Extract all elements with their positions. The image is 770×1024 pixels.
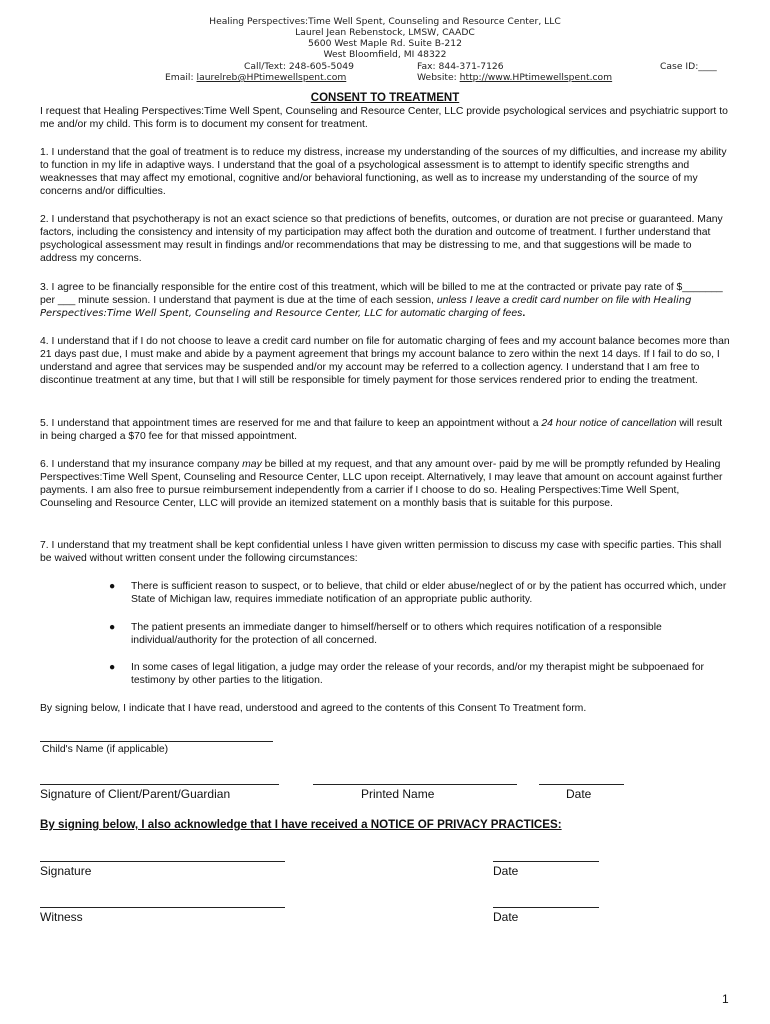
witness-date-label: Date	[493, 910, 519, 924]
date-label: Date	[566, 787, 592, 801]
bullet-marker: ●	[109, 581, 116, 592]
signing-statement: By signing below, I indicate that I have read, understood and agreed to the contents of this Consent To Treatment form.	[40, 703, 587, 714]
bullet-item-2: The patient presents an immediate danger to himself/herself or to others which requires notification of a responsible individual/authority for the protection of all concerned.	[131, 622, 662, 646]
paragraph-3-text: 3. I agree to be financially responsible for the entire cost of this treatment, which will be billed to me at the contracted or private pay rate of $_______ per ___ minute session. I understand that payment is due at the time of each session,	[40, 282, 723, 306]
email-line	[165, 72, 346, 83]
paragraph-3-practice-name: Healing Perspectives:Time Well Spent, Counseling and Resource Center, LLC	[40, 294, 692, 319]
email-link[interactable]: laurelreb@HPtimewellspent.com	[196, 72, 347, 83]
address-city: West Bloomfield, MI 48322	[323, 49, 447, 60]
paragraph-3-italic-end: for automatic charging of fees	[382, 307, 523, 319]
client-signature-label: Signature of Client/Parent/Guardian	[40, 787, 231, 801]
child-name-line[interactable]	[40, 741, 273, 742]
website-line	[417, 72, 612, 83]
witness-date-line[interactable]	[493, 907, 599, 908]
paragraph-3-italic: unless I leave a credit card number on file with	[436, 294, 654, 306]
date-line[interactable]	[539, 784, 624, 785]
fax-number: Fax: 844-371-7126	[417, 61, 504, 72]
printed-name-label: Printed Name	[361, 787, 435, 801]
address-street: 5600 West Maple Rd. Suite B-212	[308, 38, 462, 49]
clinician-name: Laurel Jean Rebenstock, LMSW, CAADC	[295, 27, 475, 38]
paragraph-4: 4. I understand that if I do not choose to leave a credit card number on file for automatic charging of fees and my account balance becomes more than 21 days past due, I must make and abide by a payment agreement that brings my account balance to zero within the next 14 days. If I fail to do so, I understand and agree that services may be suspended and/or my account may be referred to a collection agency. I understand that I am free to discontinue treatment at any time, but that I will still be responsible for timely payment for those services rendered prior to ending the treatment.	[40, 336, 730, 386]
bullet-marker: ●	[109, 622, 116, 633]
document-title: CONSENT TO TREATMENT	[310, 92, 460, 104]
paragraph-5-italic: 24 hour notice of cancellation	[541, 418, 677, 429]
practice-name: Healing Perspectives:Time Well Spent, Counseling and Resource Center, LLC	[209, 16, 561, 27]
paragraph-6-text: 6. I understand that my insurance company	[40, 459, 243, 470]
paragraph-6	[40, 459, 730, 511]
paragraph-5-text-end: will result in being charged a $70 fee for that missed appointment.	[40, 418, 723, 442]
paragraph-3	[40, 282, 730, 321]
paragraph-7: 7. I understand that my treatment shall be kept confidential unless I have given written permission to discuss my case with specific parties. This shall be waived without written consent under the following circumstances:	[40, 540, 722, 564]
child-name-label: Child's Name (if applicable)	[42, 744, 169, 755]
signature-date-line[interactable]	[493, 861, 599, 862]
phone-number: Call/Text: 248-605-5049	[244, 61, 354, 72]
signature-line[interactable]	[40, 861, 285, 862]
website-link[interactable]: http://www.HPtimewellspent.com	[459, 72, 613, 83]
printed-name-line[interactable]	[313, 784, 517, 785]
signature-label: Signature	[40, 864, 92, 878]
witness-label: Witness	[40, 910, 83, 924]
bullet-item-3: In some cases of legal litigation, a judge may order the release of your records, and/or my therapist might be subpoenaed for testimony by other parties to the litigation.	[131, 662, 704, 686]
client-signature-line[interactable]	[40, 784, 279, 785]
paragraph-1: 1. I understand that the goal of treatment is to reduce my distress, increase my understanding of the sources of my difficulties, and increase my ability to function in my life in adaptive ways. I understand that the goal of a psychological assessment is to attempt to identify specific strengths and weaknesses that may affect my emotional, cognitive and/or behavioral functioning, as well as to increase my understanding of the source of my concerns and/or difficulties.	[40, 147, 727, 197]
witness-line[interactable]	[40, 907, 285, 908]
paragraph-5	[40, 418, 730, 444]
paragraph-6-text-end: be billed at my request, and that any amount over- paid by me will be promptly refunded by Healing Perspectives:Time Well Spent, Counseling and Resource Center, LLC upon receipt. Alternatively, I may leave that amount on account against further payments. I am also free to pursue reimbursement independently from a carrier if I choose to do so. Healing Perspectives:Time Well Spent, Counseling and Resource Center, LLC will provide an itemized statement on a monthly basis that is suitable for this purpose.	[40, 459, 723, 509]
case-id-field: Case ID:____	[660, 61, 717, 72]
page-number: 1	[722, 992, 729, 1006]
paragraph-2: 2. I understand that psychotherapy is not an exact science so that predictions of benefits, outcomes, or duration are not precise or guaranteed. Many factors, including the consistency and intensity of my participation may affect both the duration and outcome of treatment. I further understand that psychological assessment may result in findings and/or recommendations that may be distressing to me, and that suggestions will be made to address my concerns.	[40, 214, 723, 264]
website-label: Website:	[417, 72, 460, 83]
signature-date-label: Date	[493, 864, 519, 878]
intro-paragraph: I request that Healing Perspectives:Time Well Spent, Counseling and Resource Center, LLC provide psychological services and psychiatric support to me and/or my child. This form is to document my consent for treatment.	[40, 106, 728, 130]
bullet-marker: ●	[109, 662, 116, 673]
bullet-item-1: There is sufficient reason to suspect, or to believe, that child or elder abuse/neglect of or by the patient has occurred which, under State of Michigan law, requires immediate notification of an appropriate public authority.	[131, 581, 727, 605]
paragraph-5-text: 5. I understand that appointment times are reserved for me and that failure to keep an appointment without a	[40, 418, 542, 429]
paragraph-3-period: .	[522, 307, 526, 319]
email-label: Email:	[165, 72, 197, 83]
privacy-acknowledgement: By signing below, I also acknowledge that I have received a NOTICE OF PRIVACY PRACTICES:	[40, 818, 562, 831]
paragraph-6-italic: may	[242, 459, 262, 470]
